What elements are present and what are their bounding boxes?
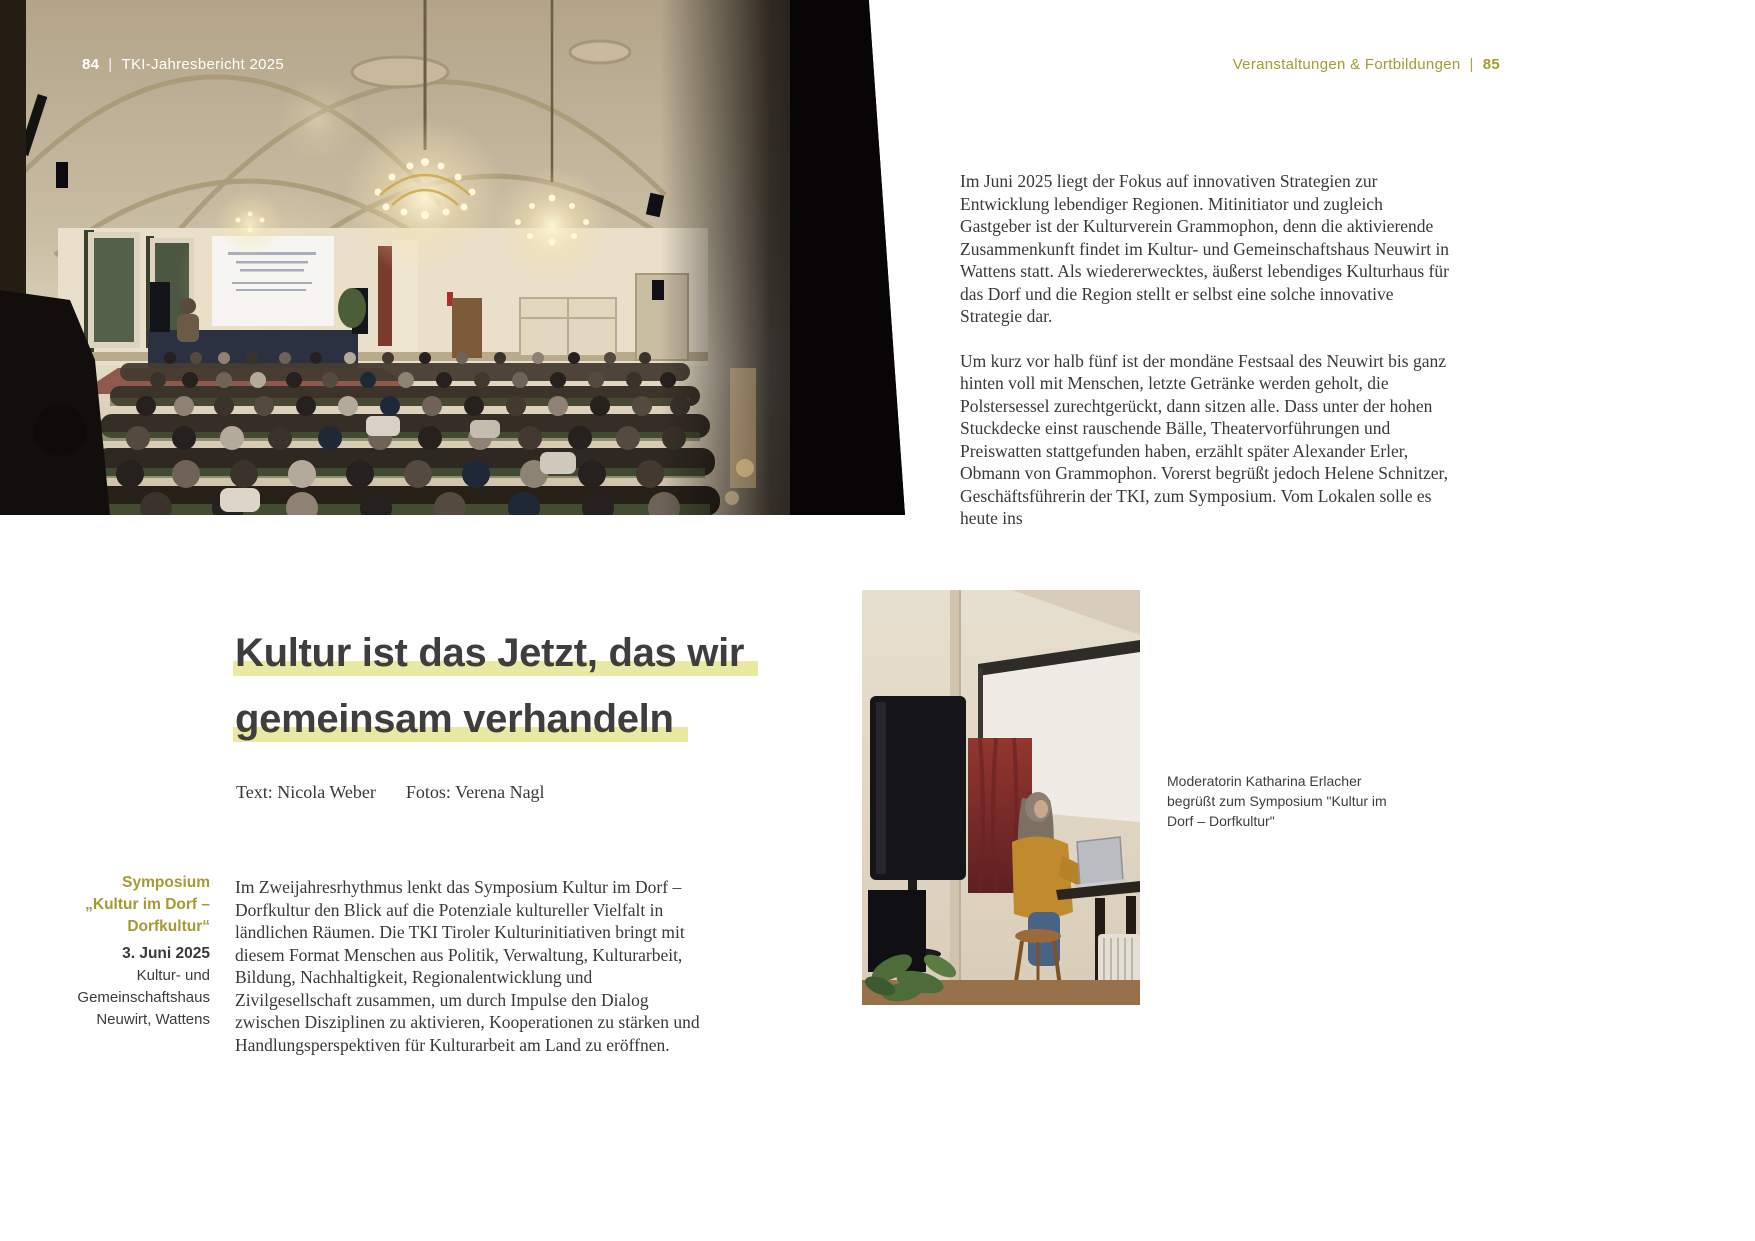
- credit-photo-author: Fotos: Verena Nagl: [405, 782, 545, 802]
- report-title: TKI-Jahresbericht 2025: [121, 56, 285, 73]
- event-hall-photo: [0, 0, 905, 515]
- header-separator: |: [108, 56, 113, 73]
- speaker-photo: [862, 590, 1140, 1005]
- event-location-line-1: Kultur- und: [136, 967, 210, 984]
- page-number-left: 84: [82, 56, 100, 73]
- event-info-sidebar: [20, 872, 210, 1031]
- article-headline-line-1: Kultur ist das Jetzt, das wir: [235, 633, 744, 673]
- event-title-line-1: „Kultur im Dorf –: [85, 896, 210, 913]
- speaker-photo-graphic: [862, 590, 1140, 1005]
- event-location-line-3: Neuwirt, Wattens: [96, 1011, 210, 1028]
- article-credits: [236, 782, 545, 803]
- event-hall-photo-graphic: [0, 0, 905, 515]
- body-paragraph-2: Um kurz vor halb fünf ist der mondäne Festsaal des Neuwirt bis ganz hinten voll mit Menschen, letzte Getränke werden geholt, die Polstersessel zurechtgerückt, dann sitzen alle. Dass unter der hohen Stuckdecke einst rauschende Bälle, Theatervorführungen und Preiswatten stattgefunden haben, erzählt später Alexander Erler, Obmann von Grammophon. Vorerst begrüßt jedoch Helene Schnitzer, Geschäftsführerin der TKI, zum Symposium. Vom Lokalen solle es heute ins: [960, 350, 1449, 528]
- article-body-column: [960, 170, 1452, 530]
- section-title: Veranstaltungen & Fortbildungen: [1232, 56, 1461, 73]
- running-head-left: [82, 56, 284, 73]
- article-intro-paragraph: Im Zweijahresrhythmus lenkt das Symposium Kultur im Dorf – Dorfkultur den Blick auf die Potenziale kultureller Vielfalt in ländlichen Räumen. Die TKI Tiroler Kulturinitiativen bringt mit diesem Format Menschen aus Politik, Verwaltung, Kulturarbeit, Bildung, Nachhaltigkeit, Regionalentwicklung und Zivilgesellschaft zusammen, um durch Impulse den Dialog zwischen Disziplinen zu aktivieren, Kooperationen zu stärken und Handlungsperspektiven für Kulturarbeit am Land zu eröffnen.: [235, 877, 700, 1055]
- event-location-line-2: Gemeinschaftshaus: [77, 989, 210, 1006]
- page-number-right: 85: [1482, 56, 1500, 73]
- credit-text-author: Text: Nicola Weber: [236, 782, 376, 802]
- running-head-right: [1233, 56, 1500, 73]
- photo-caption: Moderatorin Katharina Erlacher begrüßt zum Symposium "Kultur im Dorf – Dorfkultur": [1167, 773, 1387, 829]
- body-paragraph-1: Im Juni 2025 liegt der Fokus auf innovativen Strategien zur Entwicklung lebendiger Regionen. Mitinitiator und zugleich Gastgeber ist der Kulturverein Grammophon, denn die aktivierende Zusammenkunft findet im Kultur- und Gemeinschaftshaus Neuwirt in Wattens statt. Als wiedererwecktes, äußerst lebendiges Kulturhaus für das Dorf und die Region stellt er selbst eine solche innovative Strategie dar.: [960, 171, 1450, 326]
- event-type-label: Symposium: [122, 874, 210, 891]
- event-date: 3. Juni 2025: [122, 945, 210, 962]
- article-headline-line-2: gemeinsam verhandeln: [235, 699, 674, 739]
- event-title-line-2: Dorfkultur“: [127, 918, 210, 935]
- header-separator-right: |: [1469, 56, 1474, 73]
